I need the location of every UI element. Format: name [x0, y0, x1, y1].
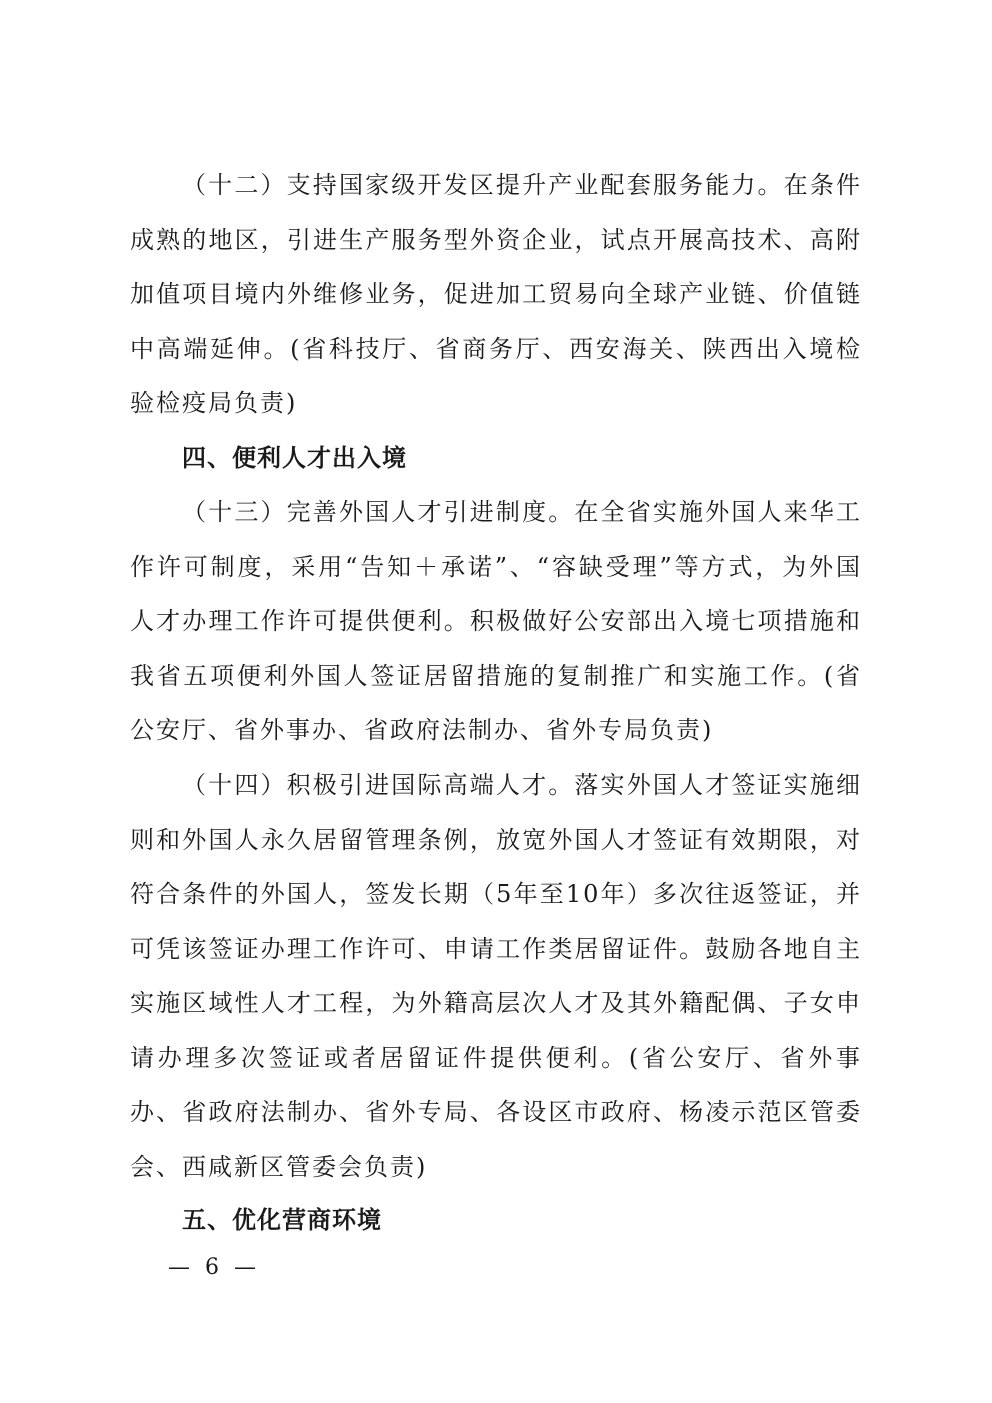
- paragraph-13: （十三）完善外国人才引进制度。在全省实施外国人来华工作许可制度，采用“告知＋承诺”、“容缺受理”等方式，为外国人才办理工作许可提供便利。积极做好公安部出入境七项措施和我省五项便利外国人签证居留措施的复制推广和实施工作。(省公安厅、省外事办、省政府法制办、省外专局负责): [130, 498, 862, 744]
- section-heading-4: 四、便利人才出入境: [182, 444, 407, 472]
- paragraph-14: （十四）积极引进国际高端人才。落实外国人才签证实施细则和外国人永久居留管理条例，放宽外国人才签证有效期限，对符合条件的外国人，签发长期（5年至10年）多次往返签证，并可凭该签证办理工作许可、申请工作类居留证件。鼓励各地自主实施区域性人才工程，为外籍高层次人才及其外籍配偶、子女申请办理多次签证或者居留证件提供便利。(省公安厅、省外事办、省政府法制办、省外专局、各设区市政府、杨凌示范区管委会、西咸新区管委会负责): [130, 771, 862, 1181]
- paragraph-12: （十二）支持国家级开发区提升产业配套服务能力。在条件成熟的地区，引进生产服务型外资企业，试点开展高技术、高附加值项目境内外维修业务，促进加工贸易向全球产业链、价值链中高端延伸。(省科技厅、省商务厅、西安海关、陕西出入境检验检疫局负责): [130, 171, 862, 417]
- page-number: — 6 —: [168, 1255, 260, 1280]
- section-heading-5: 五、优化营商环境: [182, 1206, 382, 1234]
